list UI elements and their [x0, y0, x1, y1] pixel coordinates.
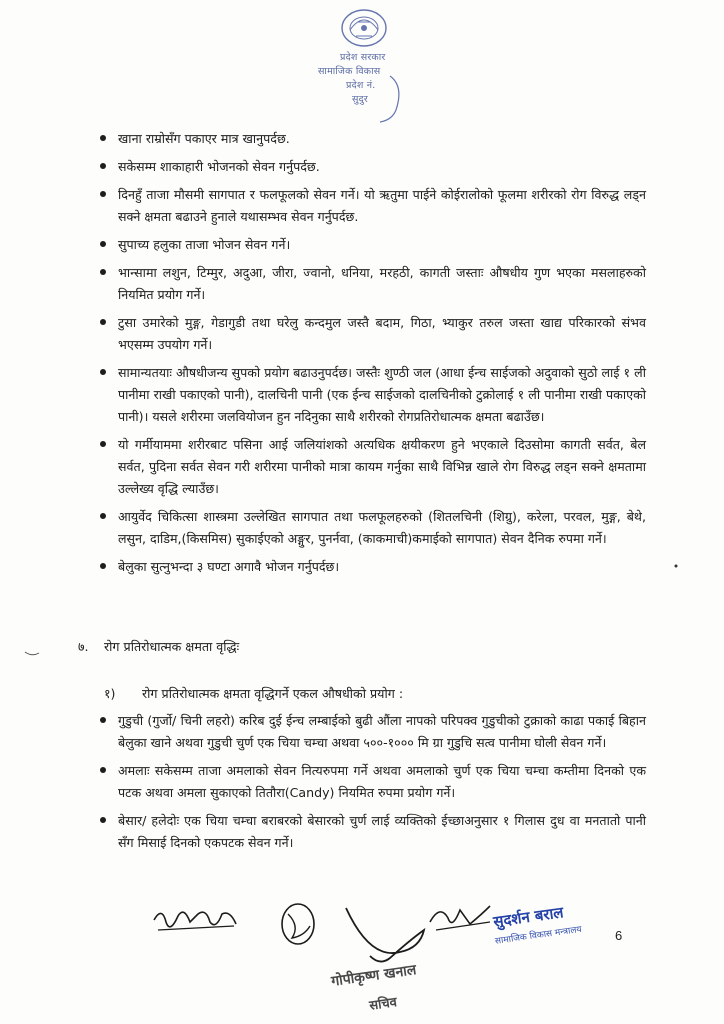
bullet-icon [100, 441, 106, 447]
bullet-icon [100, 767, 106, 773]
bullet-icon [100, 717, 106, 723]
page-number: 6 [615, 928, 623, 943]
list-item: भान्सामा लशुन, टिम्मुर, अदुआ, जीरा, ज्वानो, धनिया, मरहठी, कागती जस्ताः औषधीय गुण भएका मसलाहरुको नियमित प्रयोग गर्ने। [118, 262, 646, 306]
section-number: ७. [78, 639, 89, 654]
bullet-icon [100, 135, 106, 141]
list-item: अमलाः सकेसम्म ताजा अमलाको सेवन नित्यरुपमा गर्ने अथवा अमलाको चुर्ण एक चिया चम्चा कम्तीमा दिनको एक पटक अथवा अमला सुकाएको तितौरा(Candy) नियमित रुपमा प्रयोग गर्ने। [118, 760, 646, 804]
seal-line-3: प्रदेश नं. [346, 80, 376, 91]
signature-2 [270, 896, 330, 952]
margin-mark [24, 650, 40, 658]
margin-mark [672, 562, 680, 570]
government-seal [318, 6, 418, 124]
officer-name-stamp: सुदर्शन बराल [492, 903, 565, 931]
list-item: दिनहुँ ताजा मौसमी सागपात र फलफूलको सेवन गर्ने। यो ऋतुमा पाईने कोईरालोको फूलमा शरीरको रोग विरुद्ध लड्न सक्ने क्षमता बढाउने हुनाले यथासम्भव सेवन गर्नुपर्दछ. [118, 184, 646, 228]
bullet-icon [100, 241, 106, 247]
subsection-title: रोग प्रतिरोधात्मक क्षमता वृद्धिगर्ने एकल औषधीको प्रयोग : [142, 686, 404, 701]
secretary-name-stamp: गोपीकृष्ण खनाल [330, 962, 418, 990]
officer-role-stamp: सामाजिक विकास मन्त्रालय [494, 924, 583, 947]
list-item: खाना राम्रोसँग पकाएर मात्र खानुपर्दछ. [118, 128, 646, 150]
signature-3 [340, 900, 510, 970]
bullet-icon [100, 269, 106, 275]
seal-line-1: प्रदेश सरकार [340, 52, 386, 63]
secretary-role-stamp: सचिव [368, 995, 398, 1014]
bullet-icon [100, 369, 106, 375]
list-item: बेलुका सुत्नुभन्दा ३ घण्टा अगावै भोजन गर्नुपर्दछ। [118, 556, 646, 578]
seal-line-4: सुदुर [352, 94, 368, 105]
herb-usage-list [118, 710, 646, 860]
subsection-heading [104, 683, 403, 705]
subsection-number: १) [104, 686, 116, 701]
bullet-icon [100, 163, 106, 169]
list-item: सुपाच्य हलुका ताजा भोजन सेवन गर्ने। [118, 234, 646, 256]
section-title: रोग प्रतिरोधात्मक क्षमता वृद्धिः [104, 639, 240, 654]
bullet-icon [100, 319, 106, 325]
list-item: सकेसम्म शाकाहारी भोजनको सेवन गर्नुपर्दछ. [118, 156, 646, 178]
signature-1 [148, 900, 244, 944]
list-item: टुसा उमारेको मुङ्ग, गेडागुडी तथा घरेलु कन्दमुल जस्तै बदाम, गिठा, भ्याकुर तरुल जस्ता खाद्य परिकारको संभव भएसम्म उपयोग गर्ने। [118, 312, 646, 356]
bullet-icon [100, 817, 106, 823]
seal-line-2: सामाजिक विकास [318, 66, 381, 77]
bullet-icon [100, 563, 106, 569]
list-item: गुडुची (गुर्जो/ चिनी लहरो) करिब दुई ईन्च लम्बाईको बुढी औंला नापको परिपक्व गुडुचीको टुक्राको काढा पकाई बिहान बेलुका खाने अथवा गुडुची चुर्ण एक चिया चम्चा अथवा ५००-१००० मि ग्रा गुडुचि सत्व पानीमा घोली सेवन गर्ने। [118, 710, 646, 754]
list-item: बेसार/ हलेदोः एक चिया चम्चा बराबरको बेसारको चुर्ण लाई व्यक्तिको ईच्छाअनुसार १ गिलास दुध वा मनतातो पानी सँग मिसाई दिनको एकपटक सेवन गर्ने। [118, 810, 646, 854]
list-item: सामान्यतयाः औषधीजन्य सुपको प्रयोग बढाउनुपर्दछ। जस्तैः शुण्ठी जल (आधा ईन्च साईजको अदुवाको सुठो लाई १ ली पानीमा राखी पकाएको पानी), दालचिनी पानी (एक ईन्च साईजको दालचिनीको टुक्रोलाई १ ली पानीमा राखी पकाएको पानी)। यसले शरीरमा जलवियोजन हुन नदिनुका साथै शरीरको रोगप्रतिरोधात्मक क्षमता बढाउँछ। [118, 362, 646, 428]
list-item: यो गर्मीयाममा शरीरबाट पसिना आई जलियांशको अत्यधिक क्षयीकरण हुने भएकाले दिउसोमा कागती सर्वत, बेल सर्वत, पुदिना सर्वत सेवन गरी शरीरमा पानीको मात्रा कायम गर्नुका साथै विभिन्न खाले रोग विरुद्ध लड्न सक्ने क्षमतामा उल्लेख्य वृद्धि ल्याउँछ। [118, 434, 646, 500]
diet-advice-list [118, 128, 646, 584]
bullet-icon [100, 191, 106, 197]
bullet-icon [100, 513, 106, 519]
section-heading [78, 636, 239, 658]
list-item: आयुर्वेद चिकित्सा शास्त्रमा उल्लेखित सागपात तथा फलफूलहरुको (शितलचिनी (शिग्रु), करेला, परवल, मुङ्ग, बेथे, लसुन, दाडिम,(किसमिस) सुकाईएको अङ्गुर, पुनर्नवा, (काकमाची)कमाईको सागपात) सेवन दैनिक रुपमा गर्ने। [118, 506, 646, 550]
